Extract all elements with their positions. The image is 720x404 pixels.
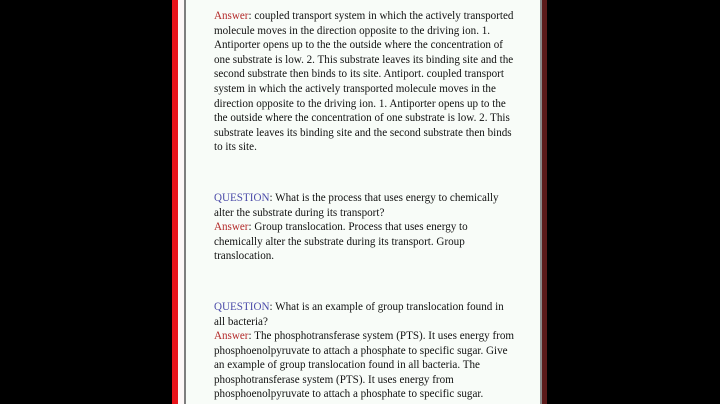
answer-label-2: Answer — [214, 221, 249, 234]
question-label-3: QUESTION — [214, 300, 270, 313]
question-colon-3: : — [269, 300, 273, 313]
question-body-2: What is the process that uses energy to chemically alter the substrate during its transport? — [214, 191, 499, 219]
qa-block-3 — [214, 300, 516, 402]
right-edge-strip — [542, 0, 547, 404]
answer-body-3: The phosphotransferase system (PTS). It uses energy from phosphoenolpyruvate to attach a phosphate to specific sugar. Give an example of group translocation found in all bacteria. The phosphotransferase system (PTS). It uses energy from phosphoenolpyruvate to attach a phosphate to specific sugar. — [214, 330, 515, 401]
question-label-2: QUESTION — [214, 191, 270, 204]
answer-label-3: Answer — [214, 330, 249, 343]
answer-colon-2: : — [248, 221, 252, 234]
letterbox-left — [0, 0, 172, 404]
question-paragraph-3 — [214, 300, 516, 329]
answer-body-1: coupled transport system in which the actively transported molecule moves in the direction opposite to the driving ion. 1. Antiporter opens up to the the outside where the concentration of one substrate is low. 2. This substrate leaves its binding site and the second substrate then binds to its site. Antiport. coupled transport system in which the actively transported molecule moves in the direction opposite to the driving ion. 1. Antiporter opens up to the the outside where the concentration of one substrate is low. 2. This substrate leaves its binding site and the second substrate then binds to its site. — [214, 10, 514, 154]
document-text-flow — [214, 9, 516, 402]
letterbox-right — [547, 0, 720, 404]
answer-paragraph-1 — [214, 9, 516, 155]
answer-colon-3: : — [248, 330, 252, 343]
answer-label-1: Answer — [214, 10, 249, 22]
question-body-3: What is an example of group translocation found in all bacteria? — [214, 300, 504, 328]
question-paragraph-2 — [214, 191, 516, 220]
qa-block-1 — [214, 9, 516, 155]
answer-paragraph-3 — [214, 329, 516, 402]
answer-paragraph-2 — [214, 220, 516, 264]
answer-body-2: Group translocation. Process that uses energy to chemically alter the substrate during its transport. Group translocation. — [214, 221, 468, 263]
answer-colon-1: : — [248, 10, 252, 22]
question-colon-2: : — [269, 191, 273, 204]
document-page — [186, 0, 540, 404]
qa-block-2 — [214, 191, 516, 264]
